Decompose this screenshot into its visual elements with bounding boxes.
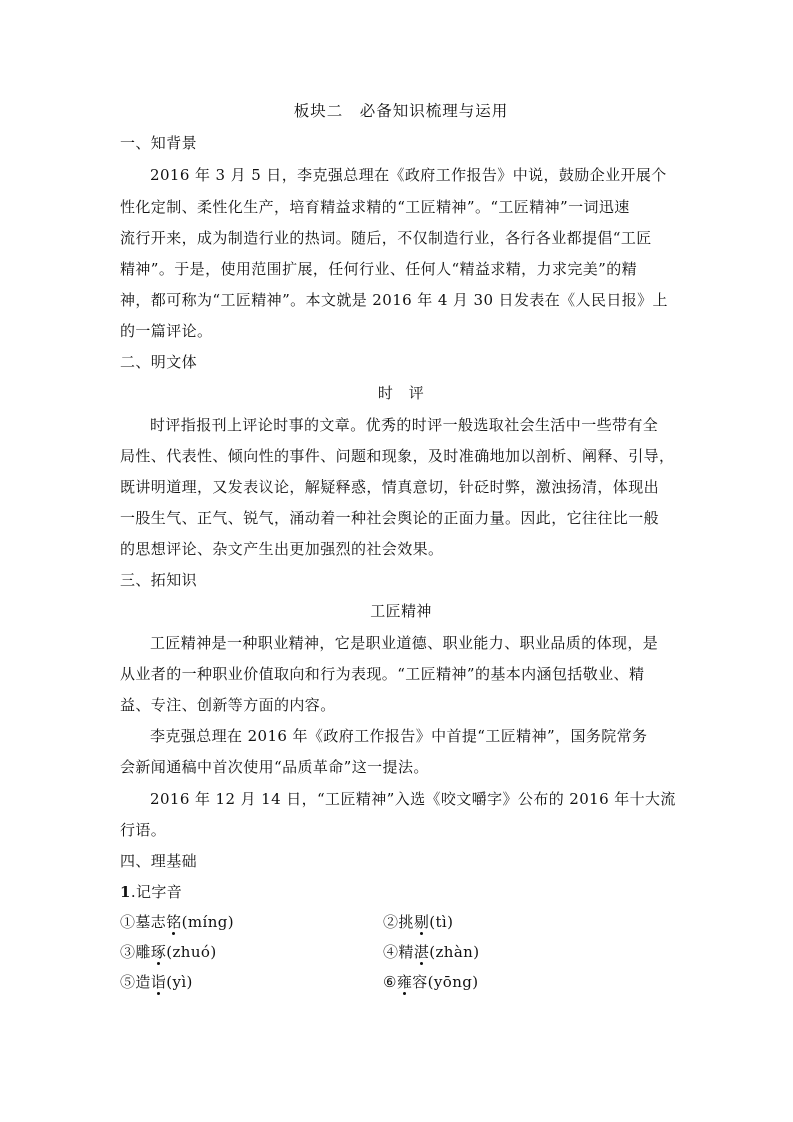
paragraph-line: 益、专注、创新等方面的内容。	[120, 696, 336, 714]
paragraph-line: 既讲明道理，又发表议论，解疑释惑，情真意切，针砭时弊，激浊扬清，体现出	[120, 478, 660, 496]
item-number: ④	[383, 943, 399, 961]
emphasized-char: 湛	[414, 937, 429, 967]
subsection-heading	[120, 877, 682, 907]
item-pinyin: (zhuó)	[166, 943, 217, 961]
paragraph-line: 2016 年 12 月 14 日，“工匠精神”入选《咬文嚼字》公布的 2016 年十大流	[150, 790, 676, 808]
pronunciation-item	[383, 967, 683, 997]
item-text: 精	[398, 943, 414, 961]
item-number: ③	[120, 943, 136, 961]
pronunciation-item	[120, 907, 370, 937]
item-pinyin: (yì)	[166, 973, 193, 991]
section-subtitle: 时 评	[377, 384, 425, 402]
item-text: 造	[135, 973, 151, 991]
item-number: ①	[120, 913, 136, 931]
pronunciation-item	[120, 937, 370, 967]
paragraph-line: 性化定制、柔性化生产，培育精益求精的“工匠精神”。“工匠精神”一词迅速	[120, 198, 630, 216]
paragraph-line: 2016 年 3 月 5 日，李克强总理在《政府工作报告》中说，鼓励企业开展个	[150, 166, 667, 184]
section-heading-background: 一、知背景	[120, 134, 198, 152]
item-pinyin: (zhàn)	[429, 943, 480, 961]
item-pinyin: (tì)	[429, 913, 454, 931]
item-pinyin: (yōng)	[427, 973, 479, 991]
paragraph-line: 的思想评论、杂文产生出更加强烈的社会效果。	[120, 540, 444, 558]
section-heading-genre: 二、明文体	[120, 353, 198, 371]
paragraph-line: 一股生气、正气、锐气，涌动着一种社会舆论的正面力量。因此，它往往比一般	[120, 509, 660, 527]
paragraph-line: 李克强总理在 2016 年《政府工作报告》中首提“工匠精神”，国务院常务	[150, 727, 648, 745]
subsection-number: 1	[120, 883, 131, 901]
paragraph-line: 精神”。于是，使用范围扩展，任何行业、任何人“精益求精，力求完美”的精	[120, 260, 638, 278]
item-text: 容	[412, 973, 428, 991]
item-pinyin: (míng)	[181, 913, 235, 931]
subsection-label: .记字音	[130, 883, 183, 901]
emphasized-char: 剔	[414, 907, 429, 937]
item-number: ⑤	[120, 973, 136, 991]
paragraph-line: 的一篇评论。	[120, 322, 213, 340]
item-text: 墓志	[135, 913, 167, 931]
paragraph-line: 神，都可称为“工匠精神”。本文就是 2016 年 4 月 30 日发表在《人民日报》上	[120, 291, 668, 309]
item-text: 雕	[135, 943, 151, 961]
section-subtitle: 工匠精神	[370, 602, 432, 620]
page-title: 板块二 必备知识梳理与运用	[293, 102, 509, 120]
section-heading-basics: 四、理基础	[120, 852, 198, 870]
section-heading-knowledge: 三、拓知识	[120, 571, 198, 589]
paragraph-line: 工匠精神是一种职业精神，它是职业道德、职业能力、职业品质的体现，是	[150, 634, 659, 652]
paragraph-line: 行语。	[120, 821, 167, 839]
emphasized-char: 诣	[151, 967, 166, 997]
pronunciation-item	[120, 967, 370, 997]
emphasized-char: 琢	[151, 937, 166, 967]
emphasized-char: 雍	[397, 967, 412, 997]
paragraph-line: 从业者的一种职业价值取向和行为表现。“工匠精神”的基本内涵包括敬业、精	[120, 665, 645, 683]
pronunciation-item	[383, 937, 683, 967]
paragraph-line: 会新闻通稿中首次使用“品质革命”这一提法。	[120, 758, 429, 776]
paragraph-line: 时评指报刊上评论时事的文章。优秀的时评一般选取社会生活中一些带有全	[150, 416, 659, 434]
emphasized-char: 铭	[166, 907, 181, 937]
item-number: ②	[383, 913, 399, 931]
pronunciation-item	[383, 907, 683, 937]
paragraph-line: 局性、代表性、倾向性的事件、问题和现象，及时准确地加以剖析、阐释、引导，	[120, 447, 675, 465]
paragraph-line: 流行开来，成为制造行业的热词。随后，不仅制造行业，各行各业都提倡“工匠	[120, 229, 652, 247]
item-number: ⑥	[383, 973, 397, 991]
item-text: 挑	[398, 913, 414, 931]
